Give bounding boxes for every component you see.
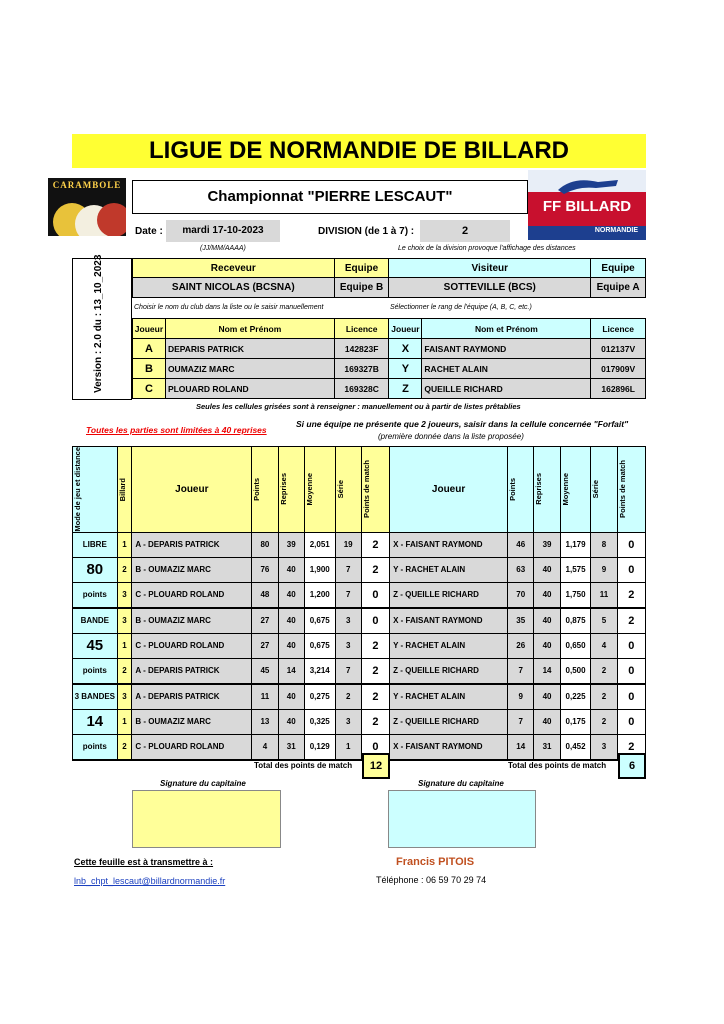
away-serie[interactable]: 2 [591, 709, 617, 734]
away-licence-header: Licence [591, 319, 646, 339]
away-player-code: Z [389, 379, 422, 399]
away-moyenne: 0,175 [560, 709, 591, 734]
away-player[interactable]: Z - QUEILLE RICHARD [390, 582, 508, 608]
division-field[interactable]: 2 [420, 220, 510, 242]
away-player-name[interactable]: RACHET ALAIN [422, 359, 591, 379]
home-signature-label: Signature du capitaine [160, 779, 246, 788]
home-player[interactable]: A - DEPARIS PATRICK [132, 532, 252, 557]
home-moyenne: 3,214 [304, 658, 335, 684]
away-moyenne: 1,750 [560, 582, 591, 608]
away-joueur-header: Joueur [389, 319, 422, 339]
home-moyenne: 0,675 [304, 608, 335, 634]
footer-email-link[interactable]: lnb_chpt_lescaut@billardnormandie.fr [74, 876, 226, 886]
carambole-logo-text: CARAMBOLE [52, 180, 122, 190]
home-player-name[interactable]: PLOUARD ROLAND [165, 379, 334, 399]
away-player[interactable]: X - FAISANT RAYMOND [390, 532, 508, 557]
away-points[interactable]: 7 [508, 709, 534, 734]
home-serie[interactable]: 1 [335, 734, 361, 760]
limit-note: Toutes les parties sont limitées à 40 reprises [86, 425, 267, 435]
away-player-licence[interactable]: 012137V [591, 339, 646, 359]
home-player-licence[interactable]: 142823F [334, 339, 389, 359]
away-points[interactable]: 14 [508, 734, 534, 760]
away-moyenne: 1,575 [560, 557, 591, 582]
home-points[interactable]: 45 [252, 658, 278, 684]
mode-distance: 45 [73, 633, 118, 658]
home-serie[interactable]: 3 [335, 633, 361, 658]
date-label: Date : [135, 226, 163, 237]
home-player[interactable]: A - DEPARIS PATRICK [132, 684, 252, 710]
away-points[interactable]: 46 [508, 532, 534, 557]
away-nom-header: Nom et Prénom [422, 319, 591, 339]
away-reprises[interactable]: 14 [534, 658, 560, 684]
away-match-points: 0 [617, 684, 645, 710]
match-row [73, 608, 646, 634]
home-match-points: 0 [361, 608, 389, 634]
billard-number: 2 [117, 557, 132, 582]
home-serie[interactable]: 7 [335, 658, 361, 684]
away-player[interactable]: Z - QUEILLE RICHARD [390, 658, 508, 684]
match-row [73, 658, 646, 684]
home-reprises[interactable]: 39 [278, 532, 304, 557]
receveur-equipe[interactable]: Equipe B [334, 278, 389, 298]
away-joueur-col: Joueur [390, 447, 508, 533]
away-points[interactable]: 26 [508, 633, 534, 658]
away-reprises[interactable]: 40 [534, 633, 560, 658]
match-row [73, 582, 646, 608]
visiteur-hint: Sélectionner le rang de l'équipe (A, B, C, etc.) [390, 304, 532, 311]
away-player[interactable]: X - FAISANT RAYMOND [390, 734, 508, 760]
home-reprises[interactable]: 40 [278, 633, 304, 658]
home-moyenne: 1,900 [304, 557, 335, 582]
away-total-label: Total des points de match [508, 761, 607, 770]
home-serie[interactable]: 2 [335, 684, 361, 710]
date-hint: (JJ/MM/AAAA) [200, 245, 246, 252]
away-player-name[interactable]: FAISANT RAYMOND [422, 339, 591, 359]
match-row [73, 633, 646, 658]
away-player[interactable]: Y - RACHET ALAIN [390, 557, 508, 582]
away-serie[interactable]: 9 [591, 557, 617, 582]
home-reprises[interactable]: 14 [278, 658, 304, 684]
footer-phone: Téléphone : 06 59 70 29 74 [376, 875, 487, 885]
home-points[interactable]: 27 [252, 633, 278, 658]
home-player-licence[interactable]: 169327B [334, 359, 389, 379]
away-points[interactable]: 63 [508, 557, 534, 582]
home-points[interactable]: 48 [252, 582, 278, 608]
away-player-licence[interactable]: 162896L [591, 379, 646, 399]
home-player[interactable]: B - OUMAZIZ MARC [132, 557, 252, 582]
away-player-code: X [389, 339, 422, 359]
division-label: DIVISION (de 1 à 7) : [318, 226, 415, 237]
home-pm-header: Points de match [361, 460, 371, 519]
billard-number: 1 [117, 532, 132, 557]
home-serie[interactable]: 7 [335, 557, 361, 582]
receveur-club[interactable]: SAINT NICOLAS (BCSNA) [133, 278, 335, 298]
away-moyenne: 1,179 [560, 532, 591, 557]
away-reprises[interactable]: 31 [534, 734, 560, 760]
home-moyenne: 1,200 [304, 582, 335, 608]
home-player[interactable]: C - PLOUARD ROLAND [132, 633, 252, 658]
away-serie[interactable]: 4 [591, 633, 617, 658]
home-match-points: 2 [361, 633, 389, 658]
away-reprises[interactable]: 40 [534, 608, 560, 634]
player-row [133, 339, 646, 359]
away-reprises[interactable]: 40 [534, 582, 560, 608]
away-player[interactable]: Y - RACHET ALAIN [390, 684, 508, 710]
away-player[interactable]: Y - RACHET ALAIN [390, 633, 508, 658]
home-points[interactable]: 27 [252, 608, 278, 634]
home-nom-header: Nom et Prénom [165, 319, 334, 339]
division-hint: Le choix de la division provoque l'affichage des distances [398, 245, 576, 252]
home-serie[interactable]: 7 [335, 582, 361, 608]
home-match-points: 0 [361, 582, 389, 608]
home-points[interactable]: 76 [252, 557, 278, 582]
home-player[interactable]: C - PLOUARD ROLAND [132, 734, 252, 760]
away-match-points: 2 [617, 734, 645, 760]
away-player-licence[interactable]: 017909V [591, 359, 646, 379]
visiteur-equipe-header: Equipe [591, 259, 646, 278]
home-reprises[interactable]: 40 [278, 608, 304, 634]
home-player-name[interactable]: DEPARIS PATRICK [165, 339, 334, 359]
home-player-code: B [133, 359, 166, 379]
away-reprises[interactable]: 40 [534, 557, 560, 582]
away-reprises[interactable]: 40 [534, 709, 560, 734]
home-moyenne: 0,675 [304, 633, 335, 658]
away-match-points: 2 [617, 608, 645, 634]
page-title: LIGUE DE NORMANDIE DE BILLARD [72, 134, 646, 168]
away-player[interactable]: Z - QUEILLE RICHARD [390, 709, 508, 734]
away-serie[interactable]: 5 [591, 608, 617, 634]
receveur-equipe-header: Equipe [334, 259, 389, 278]
home-moyenne: 0,275 [304, 684, 335, 710]
away-signature-label: Signature du capitaine [418, 779, 504, 788]
away-moyenne: 0,452 [560, 734, 591, 760]
players-table [132, 318, 646, 399]
mode-unit: points [73, 734, 118, 760]
receveur-hint: Choisir le nom du club dans la liste ou le saisir manuellement [134, 304, 324, 311]
home-reprises-header: Reprises [278, 473, 288, 506]
home-match-points: 2 [361, 709, 389, 734]
home-match-points: 2 [361, 684, 389, 710]
away-signature-box[interactable] [388, 790, 536, 848]
away-serie[interactable]: 8 [591, 532, 617, 557]
ff-billard-logo [528, 170, 646, 240]
home-player[interactable]: C - PLOUARD ROLAND [132, 582, 252, 608]
forfait-note-2: (première donnée dans la liste proposée) [378, 432, 524, 441]
home-reprises[interactable]: 40 [278, 709, 304, 734]
home-reprises[interactable]: 40 [278, 557, 304, 582]
away-match-points: 0 [617, 532, 645, 557]
away-points[interactable]: 7 [508, 658, 534, 684]
home-match-points: 0 [361, 734, 389, 760]
home-reprises[interactable]: 31 [278, 734, 304, 760]
match-row [73, 709, 646, 734]
home-serie-header: Série [335, 480, 345, 499]
mode-unit: points [73, 658, 118, 684]
home-player-code: A [133, 339, 166, 359]
away-player[interactable]: X - FAISANT RAYMOND [390, 608, 508, 634]
player-row [133, 359, 646, 379]
home-player[interactable]: B - OUMAZIZ MARC [132, 709, 252, 734]
home-player-code: C [133, 379, 166, 399]
away-moyenne: 0,875 [560, 608, 591, 634]
mode-distance: 14 [73, 709, 118, 734]
billard-number: 2 [117, 734, 132, 760]
version-text: Version : 2.0 du : 13_10_2023 [93, 254, 104, 393]
home-points[interactable]: 80 [252, 532, 278, 557]
billard-number: 3 [117, 684, 132, 710]
home-reprises[interactable]: 40 [278, 684, 304, 710]
teams-table [132, 258, 646, 298]
away-moyenne: 0,500 [560, 658, 591, 684]
away-total-value: 6 [618, 753, 646, 779]
away-points[interactable]: 70 [508, 582, 534, 608]
away-reprises[interactable]: 40 [534, 684, 560, 710]
away-serie[interactable]: 11 [591, 582, 617, 608]
away-serie[interactable]: 2 [591, 658, 617, 684]
version-box [72, 254, 132, 400]
carambole-logo [48, 178, 126, 236]
away-moyenne-header: Moyenne [560, 473, 570, 506]
match-row [73, 532, 646, 557]
home-serie[interactable]: 3 [335, 709, 361, 734]
match-row [73, 684, 646, 710]
away-reprises[interactable]: 39 [534, 532, 560, 557]
home-points-header: Points [252, 477, 262, 501]
championship-title: Championnat "PIERRE LESCAUT" [132, 180, 528, 214]
mode-name: LIBRE [73, 532, 118, 557]
billard-number: 3 [117, 582, 132, 608]
mode-header: Mode de jeu et distance [73, 447, 82, 532]
visiteur-header: Visiteur [389, 259, 591, 278]
away-match-points: 0 [617, 658, 645, 684]
away-points[interactable]: 35 [508, 608, 534, 634]
home-licence-header: Licence [334, 319, 389, 339]
billard-number: 1 [117, 709, 132, 734]
home-match-points: 2 [361, 532, 389, 557]
home-points[interactable]: 13 [252, 709, 278, 734]
footer-contact-name: Francis PITOIS [396, 856, 475, 868]
home-match-points: 2 [361, 557, 389, 582]
away-serie[interactable]: 3 [591, 734, 617, 760]
away-points[interactable]: 9 [508, 684, 534, 710]
home-match-points: 2 [361, 658, 389, 684]
away-match-points: 0 [617, 709, 645, 734]
match-row [73, 734, 646, 760]
player-row [133, 379, 646, 399]
away-pm-header: Points de match [617, 460, 627, 519]
billard-number: 3 [117, 608, 132, 634]
footer-transmit-label: Cette feuille est à transmettre à : [74, 857, 214, 867]
mode-distance: 80 [73, 557, 118, 582]
home-moyenne: 0,129 [304, 734, 335, 760]
home-total-label: Total des points de match [254, 761, 353, 770]
away-serie-header: Série [591, 480, 601, 499]
normandie-text: NORMANDIE [594, 227, 638, 234]
away-serie[interactable]: 2 [591, 684, 617, 710]
home-reprises[interactable]: 40 [278, 582, 304, 608]
home-joueur-header: Joueur [133, 319, 166, 339]
visiteur-equipe[interactable]: Equipe A [591, 278, 646, 298]
away-moyenne: 0,225 [560, 684, 591, 710]
billard-header: Billard [117, 477, 127, 501]
mode-unit: points [73, 582, 118, 608]
home-joueur-col: Joueur [132, 447, 252, 533]
away-match-points: 2 [617, 582, 645, 608]
visiteur-club[interactable]: SOTTEVILLE (BCS) [389, 278, 591, 298]
away-moyenne: 0,650 [560, 633, 591, 658]
home-moyenne-header: Moyenne [304, 473, 314, 506]
home-points[interactable]: 11 [252, 684, 278, 710]
home-points[interactable]: 4 [252, 734, 278, 760]
date-field[interactable]: mardi 17-10-2023 [166, 220, 280, 242]
match-row [73, 557, 646, 582]
billard-number: 2 [117, 658, 132, 684]
mode-name: 3 BANDES [73, 684, 118, 710]
away-player-code: Y [389, 359, 422, 379]
home-serie[interactable]: 19 [335, 532, 361, 557]
home-serie[interactable]: 3 [335, 608, 361, 634]
receveur-header: Receveur [133, 259, 335, 278]
away-player-name[interactable]: QUEILLE RICHARD [422, 379, 591, 399]
home-moyenne: 2,051 [304, 532, 335, 557]
ff-billard-text: FF BILLARD [542, 198, 632, 215]
home-player-name[interactable]: OUMAZIZ MARC [165, 359, 334, 379]
home-player[interactable]: B - OUMAZIZ MARC [132, 608, 252, 634]
grey-cells-note: Seules les cellules grisées sont à renseigner : manuellement ou à partir de listes prêtablies [196, 402, 521, 411]
home-total-value: 12 [362, 753, 390, 779]
home-moyenne: 0,325 [304, 709, 335, 734]
away-match-points: 0 [617, 633, 645, 658]
results-table [72, 446, 646, 761]
mode-name: BANDE [73, 608, 118, 634]
forfait-note: Si une équipe ne présente que 2 joueurs, saisir dans la cellule concernée "Forfait" [296, 419, 629, 429]
away-match-points: 0 [617, 557, 645, 582]
home-player-licence[interactable]: 169328C [334, 379, 389, 399]
billard-number: 1 [117, 633, 132, 658]
away-reprises-header: Reprises [534, 473, 544, 506]
home-signature-box[interactable] [132, 790, 281, 848]
home-player[interactable]: A - DEPARIS PATRICK [132, 658, 252, 684]
results-header-row [73, 447, 646, 533]
away-points-header: Points [508, 477, 518, 501]
